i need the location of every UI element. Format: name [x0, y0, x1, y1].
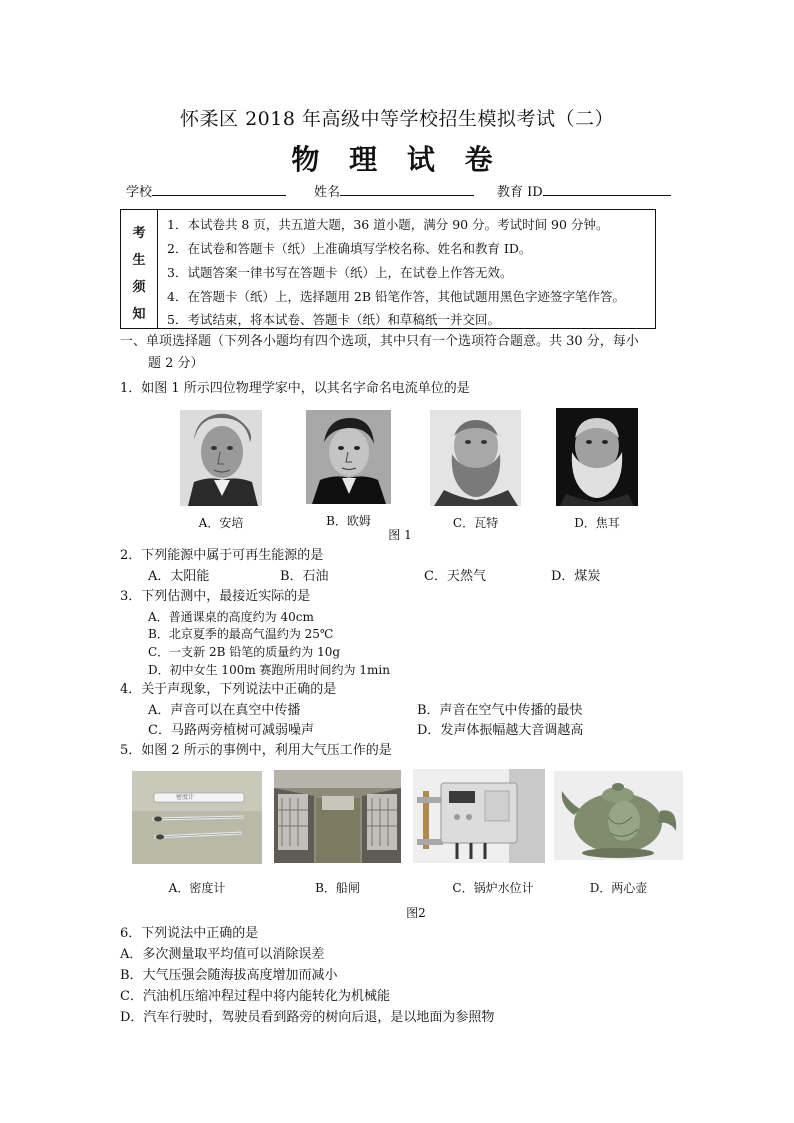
q4-option-c: C．马路两旁植树可减弱噪声: [148, 723, 314, 738]
figure-1-caption: 图 1: [388, 528, 412, 542]
notice-item: 4．在答题卡（纸）上，选择题用 2B 铅笔作答，其他试题用黑色字迹签字笔作答。: [167, 289, 626, 304]
q5-option-d: D．两心壶: [589, 881, 648, 895]
notice-char: 生: [132, 253, 146, 268]
q3-option-d: D．初中女生 100m 赛跑所用时间约为 1min: [148, 663, 390, 677]
notice-item: 2．在试卷和答题卡（纸）上准确填写学校名称、姓名和教育 ID。: [167, 241, 532, 256]
school-field: [126, 181, 286, 202]
ship-lock-photo: [274, 770, 401, 863]
q5-option-c: C．锅炉水位计: [452, 881, 534, 895]
q2-option-a: A．太阳能: [148, 569, 210, 584]
ohm-portrait: [306, 410, 391, 504]
school-blank[interactable]: [152, 181, 286, 196]
id-field: [497, 181, 671, 202]
section-heading: 一、单项选择题（下列各小题均有四个选项，其中只有一个选项符合题意。共 30 分，每小: [120, 334, 639, 349]
notice-char: 知: [132, 307, 146, 322]
candidate-notice-box: [120, 209, 656, 329]
q6-option-c: C．汽油机压缩冲程过程中将内能转化为机械能: [120, 989, 390, 1004]
paper-subtitle: 物 理 试 卷: [291, 143, 503, 176]
boiler-gauge-photo: [413, 769, 545, 863]
question-2-stem: 2．下列能源中属于可再生能源的是: [120, 548, 324, 563]
q4-option-d: D．发声体振幅越大音调越高: [417, 723, 584, 738]
notice-side-label: [121, 210, 158, 328]
hydrometer-photo: [132, 771, 262, 864]
name-field: [314, 181, 474, 202]
name-label: 姓名: [314, 185, 341, 200]
id-blank[interactable]: [543, 181, 671, 196]
watt-portrait: [430, 410, 521, 506]
q2-option-c: C．天然气: [424, 569, 486, 584]
q1-option-c: C．瓦特: [452, 516, 499, 530]
teapot-photo: [554, 771, 683, 860]
q6-option-d: D．汽车行驶时，驾驶员看到路旁的树向后退，是以地面为参照物: [120, 1010, 495, 1025]
q6-option-b: B．大气压强会随海拔高度增加而减小: [120, 968, 338, 983]
q5-option-b: B．船闸: [315, 881, 360, 895]
notice-char: 须: [132, 280, 146, 295]
notice-char: 考: [132, 226, 146, 241]
notice-item: 5．考试结束，将本试卷、答题卡（纸）和草稿纸一并交回。: [167, 312, 500, 327]
notice-item: 1．本试卷共 8 页，共五道大题，36 道小题，满分 90 分。考试时间 90 分钟。: [167, 217, 609, 232]
exam-title: 怀柔区 2018 年高级中等学校招生模拟考试（二）: [180, 108, 614, 130]
q3-option-a: A．普通课桌的高度约为 40cm: [148, 610, 314, 624]
hydrometer-box-label: 密度计: [176, 794, 195, 801]
question-6-stem: 6．下列说法中正确的是: [120, 926, 259, 941]
ampere-portrait: [180, 410, 262, 506]
name-blank[interactable]: [340, 181, 474, 196]
joule-portrait: [556, 408, 638, 506]
q2-option-d: D．煤炭: [551, 569, 601, 584]
q3-option-c: C．一支新 2B 铅笔的质量约为 10g: [148, 645, 341, 659]
q3-option-b: B．北京夏季的最高气温约为 25℃: [148, 627, 334, 641]
q2-option-b: B．石油: [280, 569, 329, 584]
notice-item: 3．试题答案一律书写在答题卡（纸）上，在试卷上作答无效。: [167, 265, 513, 280]
q5-option-a: A．密度计: [168, 881, 226, 895]
q1-option-b: B．欧姆: [326, 514, 371, 528]
section-heading-cont: 题 2 分）: [148, 356, 204, 371]
question-5-stem: 5．如图 2 所示的事例中，利用大气压工作的是: [120, 743, 392, 758]
school-label: 学校: [126, 185, 153, 200]
q1-option-d: D．焦耳: [574, 516, 620, 530]
q4-option-a: A．声音可以在真空中传播: [148, 703, 301, 718]
q1-option-a: A．安培: [198, 516, 244, 530]
q4-option-b: B．声音在空气中传播的最快: [417, 703, 583, 718]
question-1-stem: 1．如图 1 所示四位物理学家中，以其名字命名电流单位的是: [120, 381, 470, 396]
figure-2-caption: 图2: [406, 906, 426, 920]
question-3-stem: 3．下列估测中，最接近实际的是: [120, 589, 311, 604]
id-label: 教育 ID: [497, 185, 543, 200]
question-4-stem: 4．关于声现象，下列说法中正确的是: [120, 682, 337, 697]
q6-option-a: A．多次测量取平均值可以消除误差: [120, 947, 325, 962]
